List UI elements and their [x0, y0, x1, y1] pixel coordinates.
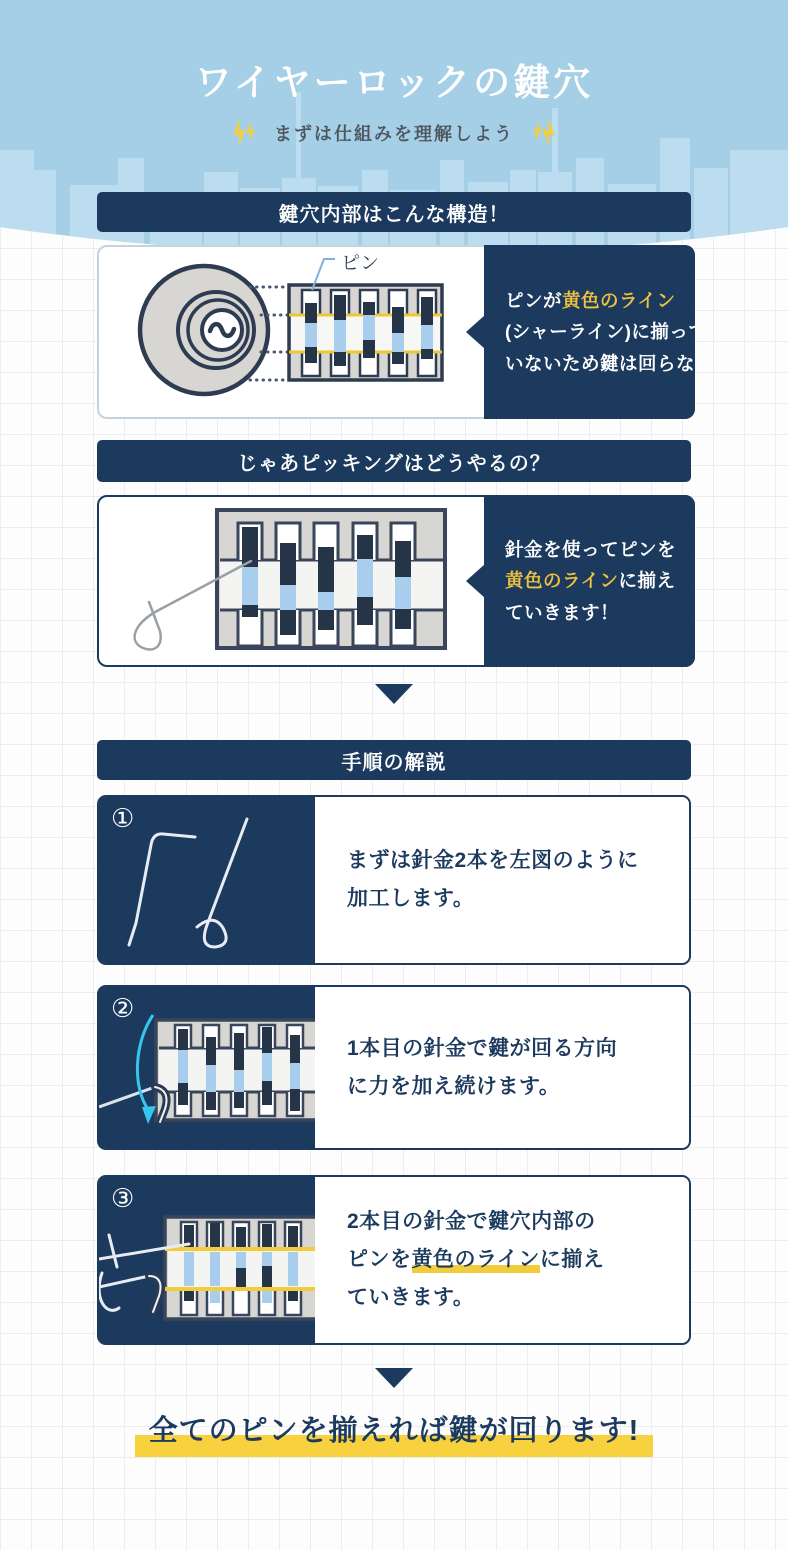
tension-wire — [99, 1087, 155, 1107]
step-2-illustration — [99, 987, 315, 1148]
step-text: に揃え — [539, 1248, 605, 1272]
page-subtitle: まずは仕組みを理解しよう — [274, 124, 514, 144]
step-text-line: に力を加え続けます。 — [347, 1074, 561, 1098]
structure-caption-panel — [484, 245, 715, 419]
section-header-steps: 手順の解説 — [97, 740, 691, 780]
caption-text-yellow: 黄色のライン — [505, 570, 619, 592]
caption-line: いないため鍵は回らない — [505, 352, 715, 374]
caption-line: ていきます！ — [505, 601, 620, 623]
down-triangle-separator — [375, 1368, 413, 1388]
figure-picking — [97, 495, 695, 667]
lightning-icon-left — [230, 120, 260, 146]
conclusion-message: 全てのピンを揃えれば鍵が回ります! — [135, 1408, 654, 1457]
lightning-icon-right — [528, 120, 558, 146]
step-text-line: ていきます。 — [347, 1285, 475, 1309]
page-title: ワイヤーロックの鍵穴 — [194, 62, 594, 103]
caption-text-yellow: 黄色のライン — [562, 289, 676, 311]
down-triangle-separator — [375, 684, 413, 704]
figure-keyhole-structure — [97, 245, 715, 419]
caption-line — [505, 285, 695, 316]
step-text-line: 加工します。 — [347, 887, 475, 910]
step-number-badge: ③ — [111, 1183, 135, 1213]
step-text-line: まずは針金2本を左図のように — [347, 849, 639, 873]
caption-line: (シャーライン)に揃って — [505, 321, 708, 343]
caption-text: ピンが — [505, 289, 563, 311]
page-subtitle-row — [0, 120, 788, 146]
step-text-line: 1本目の針金で鍵が回る方向 — [347, 1036, 618, 1060]
step-2-text — [315, 987, 689, 1148]
step-1-row — [97, 795, 691, 965]
step-text-line — [347, 1241, 689, 1279]
section-header-structure: 鍵穴内部はこんな構造！ — [97, 192, 691, 232]
step-2-row — [97, 985, 691, 1150]
conclusion-banner — [0, 1408, 788, 1457]
step-number-badge: ② — [111, 993, 135, 1023]
picking-diagram — [99, 497, 482, 661]
left-arrow-icon — [466, 564, 485, 598]
pin-label: ピン — [341, 253, 380, 274]
caption-line — [505, 565, 695, 596]
step-text-line: 2本目の針金で鍵穴内部の — [347, 1210, 596, 1234]
step-number-badge: ① — [111, 803, 135, 833]
rotation-arrow-icon — [137, 1015, 153, 1111]
step-text: ピンを — [347, 1248, 412, 1272]
lock-cylinder-diagram — [99, 247, 482, 413]
left-arrow-icon — [466, 315, 485, 349]
step-3-text — [315, 1177, 689, 1343]
step-3-row — [97, 1175, 691, 1345]
picking-caption-panel — [484, 495, 695, 667]
step-1-text — [315, 797, 689, 963]
step-text-highlighted: 黄色のライン — [411, 1248, 540, 1272]
section-header-picking: じゃあピッキングはどうやるの？ — [97, 440, 691, 482]
caption-text: に揃え — [618, 570, 676, 592]
caption-line: 針金を使ってピンを — [505, 538, 677, 560]
step-1-illustration — [99, 797, 315, 963]
step-3-illustration — [99, 1177, 315, 1343]
